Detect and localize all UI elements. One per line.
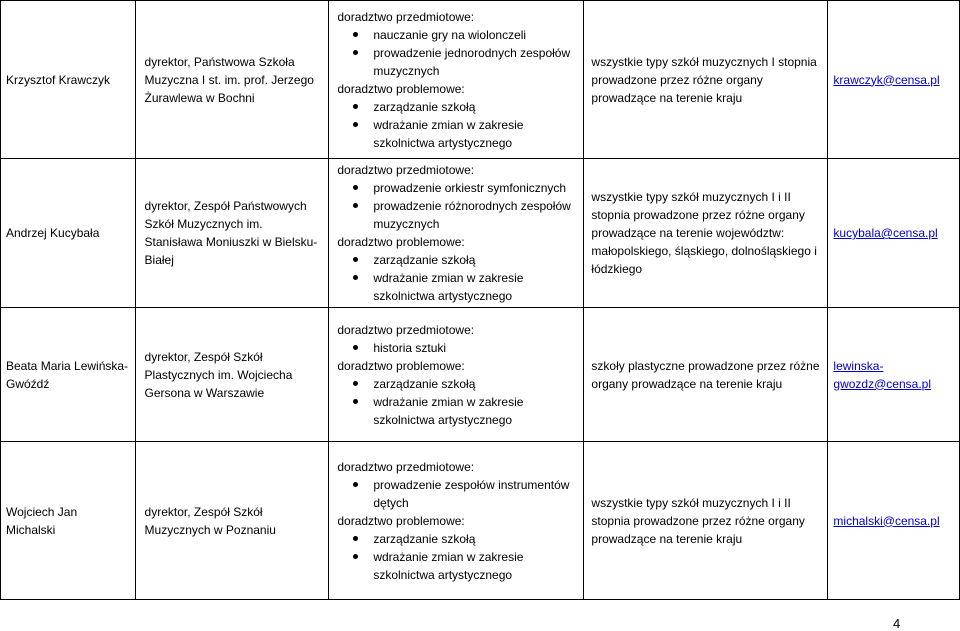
- list-item: zarządzanie szkołą: [337, 98, 578, 116]
- problem-advisory-heading: doradztwo problemowe:: [337, 513, 465, 528]
- list-item: wdrażanie zmian w zakresie szkolnictwa artystycznego: [337, 393, 578, 429]
- email-cell: [828, 1, 960, 159]
- problem-advisory-list: [337, 98, 578, 152]
- advisor-position: dyrektor, Zespół Szkół Muzycznych w Poznaniu: [135, 442, 329, 600]
- list-item: wdrażanie zmian w zakresie szkolnictwa artystycznego: [337, 269, 578, 305]
- email-cell: [828, 159, 960, 308]
- list-item: prowadzenie różnorodnych zespołów muzycznych: [337, 197, 578, 233]
- table-row: [1, 308, 960, 442]
- advisory-areas: [329, 159, 584, 308]
- advisory-areas: [329, 308, 584, 442]
- list-item: zarządzanie szkołą: [337, 251, 578, 269]
- problem-advisory-heading: doradztwo problemowe:: [337, 81, 465, 96]
- advisory-areas: [329, 1, 584, 159]
- table-row: [1, 159, 960, 308]
- advisory-scope: wszystkie typy szkół muzycznych I stopnia prowadzone przez różne organy prowadzące na terenie kraju: [584, 1, 828, 159]
- advisor-name: Wojciech Jan Michalski: [1, 442, 136, 600]
- subject-advisory-list: [337, 179, 578, 233]
- page-number: 4: [893, 616, 901, 631]
- advisory-scope: wszystkie typy szkół muzycznych I i II stopnia prowadzone przez różne organy prowadzące na terenie kraju: [584, 442, 828, 600]
- list-item: prowadzenie orkiestr symfonicznych: [337, 179, 578, 197]
- table-row: [1, 1, 960, 159]
- advisor-name: Beata Maria Lewińska-Gwóźdź: [1, 308, 136, 442]
- email-cell: [828, 308, 960, 442]
- advisor-name: Andrzej Kucybała: [1, 159, 136, 308]
- table-row: [1, 442, 960, 600]
- problem-advisory-list: [337, 530, 578, 584]
- advisor-position: dyrektor, Zespół Państwowych Szkół Muzycznych im. Stanisława Moniuszki w Bielsku-Białej: [135, 159, 329, 308]
- advisor-position: dyrektor, Zespół Szkół Plastycznych im. Wojciecha Gersona w Warszawie: [135, 308, 329, 442]
- email-link[interactable]: lewinska-gwozdz@censa.pl: [833, 358, 931, 391]
- email-link[interactable]: michalski@censa.pl: [833, 513, 940, 528]
- advisor-position: dyrektor, Państwowa Szkoła Muzyczna I st. im. prof. Jerzego Żurawlewa w Bochni: [135, 1, 329, 159]
- subject-advisory-heading: doradztwo przedmiotowe:: [337, 322, 475, 337]
- advisory-scope: szkoły plastyczne prowadzone przez różne organy prowadzące na terenie kraju: [584, 308, 828, 442]
- list-item: prowadzenie jednorodnych zespołów muzycznych: [337, 44, 578, 80]
- problem-advisory-list: [337, 375, 578, 429]
- subject-advisory-list: [337, 339, 578, 357]
- list-item: historia sztuki: [337, 339, 578, 357]
- email-cell: [828, 442, 960, 600]
- advisory-scope: wszystkie typy szkół muzycznych I i II stopnia prowadzone przez różne organy prowadzące na terenie województw: małopolskiego, śląskiego, dolnośląskiego i łódzkiego: [584, 159, 828, 308]
- advisory-areas: [329, 442, 584, 600]
- list-item: zarządzanie szkołą: [337, 375, 578, 393]
- problem-advisory-heading: doradztwo problemowe:: [337, 235, 465, 249]
- list-item: zarządzanie szkołą: [337, 530, 578, 548]
- list-item: prowadzenie zespołów instrumentów dętych: [337, 476, 578, 512]
- subject-advisory-list: [337, 476, 578, 512]
- problem-advisory-list: [337, 251, 578, 305]
- advisor-name: Krzysztof Krawczyk: [1, 1, 136, 159]
- list-item: wdrażanie zmian w zakresie szkolnictwa artystycznego: [337, 548, 578, 584]
- email-link[interactable]: krawczyk@censa.pl: [833, 72, 940, 87]
- email-link[interactable]: kucybala@censa.pl: [833, 226, 938, 240]
- subject-advisory-list: [337, 26, 578, 80]
- problem-advisory-heading: doradztwo problemowe:: [337, 358, 465, 373]
- subject-advisory-heading: doradztwo przedmiotowe:: [337, 163, 475, 177]
- list-item: wdrażanie zmian w zakresie szkolnictwa artystycznego: [337, 116, 578, 152]
- list-item: nauczanie gry na wiolonczeli: [337, 26, 578, 44]
- subject-advisory-heading: doradztwo przedmiotowe:: [337, 9, 475, 24]
- subject-advisory-heading: doradztwo przedmiotowe:: [337, 459, 475, 474]
